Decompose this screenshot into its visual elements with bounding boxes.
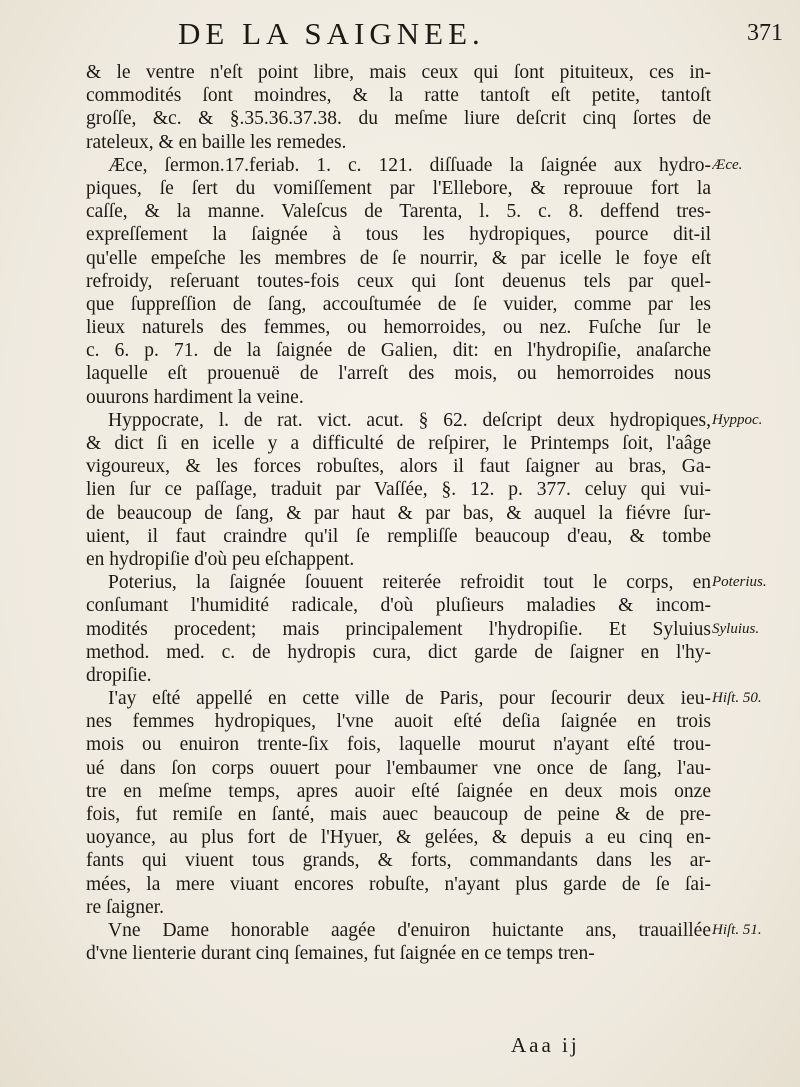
text-line: & le ventre n'eſt point libre, mais ceux qui ſont pituiteux, ces in- xyxy=(86,62,711,83)
text-line: qu'elle empeſche les membres de ſe nourrir, & par icelle le foye eſt xyxy=(86,247,711,269)
margin-note: Poterius. xyxy=(712,574,767,591)
text-line: rateleux, & en baille les remedes. xyxy=(86,131,347,153)
body-text xyxy=(86,61,711,965)
running-head xyxy=(0,10,800,50)
text-line: refroidy, reſeruant toutes-fois ceux qui ſont deuenus tels par quel- xyxy=(86,270,711,292)
text-line: re ſaigner. xyxy=(86,896,164,918)
text-line: laquelle eſt prouenuë de l'arreſt des mois, ou hemorroides nous xyxy=(86,363,711,385)
text-line: piques, ſe ſert du vomiſſement par l'Ellebore, & reprouue fort la xyxy=(86,177,711,199)
text-line: Hyppocrate, l. de rat. vict. acut. § 62. deſcript deux hydropiques, xyxy=(108,409,711,431)
margin-note: Æce. xyxy=(712,156,743,173)
text-line: mées, la mere viuant encores robuſte, n'ayant plus garde de ſe ſai- xyxy=(86,873,711,895)
text-line: uient, il faut craindre qu'il ſe rempliſſe beaucoup d'eau, & tombe xyxy=(86,525,711,547)
text-line: lieux naturels des femmes, ou hemorroides, ou nez. Fuſche ſur le xyxy=(86,317,711,339)
text-line: & dict ſi en icelle y a difficulté de reſpirer, le Printemps ſoit, l'aâge xyxy=(86,433,711,454)
text-line: mois ou enuiron trente-ſix fois, laquelle mourut n'ayant eſté trou- xyxy=(86,734,711,756)
margin-note: Hiſt. 51. xyxy=(712,922,762,939)
text-line: commodités ſont moindres, & la ratte tantoſt eſt petite, tantoſt xyxy=(86,85,711,107)
text-line: ouurons hardiment la veine. xyxy=(86,386,304,408)
text-line: caſſe, & la manne. Valeſcus de Tarenta, l. 5. c. 8. deffend tres- xyxy=(86,201,711,223)
margin-note: Hyppoc. xyxy=(712,412,763,428)
text-line: vigoureux, & les forces robuſtes, alors il faut ſaigner au bras, Ga- xyxy=(86,456,711,478)
margin-note: Hiſt. 50. xyxy=(712,690,762,707)
text-line: groſſe, &c. & §.35.36.37.38. du meſme liure deſcrit cinq ſortes de xyxy=(86,108,711,130)
text-line: que ſuppreſſion de ſang, accouſtumée de ſe vuider, comme par les xyxy=(86,293,711,315)
running-title: DE LA SAIGNEE. xyxy=(178,16,485,51)
text-line: lien ſur ce paſſage, traduit par Vaſſée, §. 12. p. 377. celuy qui vui- xyxy=(86,479,711,501)
text-line: Vne Dame honorable aagée d'enuiron huictante ans, trauaillée xyxy=(108,919,711,941)
text-line: fants qui viuent tous grands, & forts, commandants dans les ar- xyxy=(86,850,711,872)
text-line: ué dans ſon corps ouuert pour l'embaumer vne once de ſang, l'au- xyxy=(86,757,711,779)
text-line: en hydropiſie d'où peu eſchappent. xyxy=(86,548,355,570)
text-line: Poterius, la ſaignée ſouuent reiterée refroidit tout le corps, en xyxy=(108,572,711,594)
text-line: conſumant l'humidité radicale, d'où pluſieurs maladies & incom- xyxy=(86,595,711,617)
text-line: tre en meſme temps, apres auoir eſté ſaignée en deux mois onze xyxy=(86,780,711,802)
text-line: expreſſement la ſaignée à tous les hydropiques, pource dit-il xyxy=(86,224,711,246)
signature-mark: Aaa ij xyxy=(511,1033,580,1057)
text-line: Æce, ſermon.17.feriab. 1. c. 121. diſſuade la ſaignée aux hydro- xyxy=(108,154,711,176)
text-line: modités procedent; mais principalement l'hydropiſie. Et Syluius xyxy=(86,618,711,640)
margin-note: Syluius. xyxy=(712,620,760,637)
page-number: 371 xyxy=(747,20,783,46)
text-line: dropiſie. xyxy=(86,664,152,686)
text-line: de beaucoup de ſang, & par haut & par bas, & auquel la fiévre ſur- xyxy=(86,502,711,524)
text-line: nes femmes hydropiques, l'vne auoit eſté deſia ſaignée en trois xyxy=(86,711,711,733)
text-line: method. med. c. de hydropis cura, dict garde de ſaigner en l'hy- xyxy=(86,641,711,663)
text-line: uoyance, au plus fort de l'Hyuer, & gelées, & depuis a eu cinq en- xyxy=(86,827,711,849)
text-line: I'ay eſté appellé en cette ville de Paris, pour ſecourir deux ieu- xyxy=(108,688,711,710)
text-line: c. 6. p. 71. de la ſaignée de Galien, dit: en l'hydropiſie, anaſarche xyxy=(86,340,711,362)
text-line: fois, fut remiſe en ſanté, mais auec beaucoup de peine & de pre- xyxy=(86,804,711,825)
text-line: d'vne lienterie durant cinq ſemaines, fut ſaignée en ce temps tren- xyxy=(86,943,595,965)
